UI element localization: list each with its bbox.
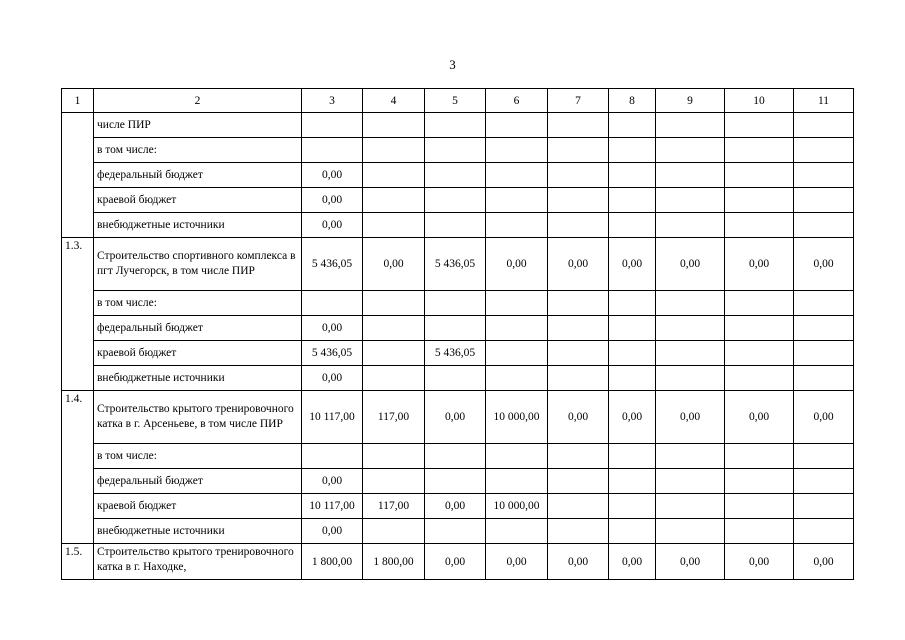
value-cell-col-8: 0,00 [609, 238, 656, 291]
table-row [62, 494, 854, 519]
value-cell-col-4 [363, 213, 425, 238]
value-cell-col-10 [725, 213, 794, 238]
value-cell-col-3: 0,00 [302, 163, 363, 188]
value-cell-col-6: 0,00 [486, 544, 548, 580]
row-name-cell: краевой бюджет [94, 494, 302, 519]
value-cell-col-9: 0,00 [656, 391, 725, 444]
value-cell-col-10 [725, 494, 794, 519]
row-name-cell: федеральный бюджет [94, 316, 302, 341]
column-header-10: 10 [725, 89, 794, 113]
value-cell-col-3: 0,00 [302, 316, 363, 341]
value-cell-col-4 [363, 291, 425, 316]
value-cell-col-4: 117,00 [363, 494, 425, 519]
value-cell-col-10 [725, 469, 794, 494]
value-cell-col-9: 0,00 [656, 238, 725, 291]
row-name-cell: краевой бюджет [94, 341, 302, 366]
value-cell-col-7: 0,00 [548, 391, 609, 444]
value-cell-col-3 [302, 138, 363, 163]
value-cell-col-7 [548, 469, 609, 494]
table-row [62, 391, 854, 444]
value-cell-col-3 [302, 444, 363, 469]
value-cell-col-7 [548, 291, 609, 316]
value-cell-col-6 [486, 519, 548, 544]
value-cell-col-6 [486, 291, 548, 316]
value-cell-col-7 [548, 519, 609, 544]
column-header-3: 3 [302, 89, 363, 113]
value-cell-col-6 [486, 113, 548, 138]
value-cell-col-7 [548, 163, 609, 188]
value-cell-col-4 [363, 444, 425, 469]
value-cell-col-4 [363, 113, 425, 138]
row-name-cell: внебюджетные источники [94, 519, 302, 544]
value-cell-col-8 [609, 113, 656, 138]
column-header-8: 8 [609, 89, 656, 113]
value-cell-col-9 [656, 188, 725, 213]
value-cell-col-5 [425, 469, 486, 494]
value-cell-col-7: 0,00 [548, 544, 609, 580]
value-cell-col-11: 0,00 [794, 544, 854, 580]
value-cell-col-9 [656, 291, 725, 316]
value-cell-col-7 [548, 316, 609, 341]
value-cell-col-11 [794, 113, 854, 138]
value-cell-col-8 [609, 213, 656, 238]
value-cell-col-6 [486, 469, 548, 494]
value-cell-col-9 [656, 341, 725, 366]
value-cell-col-11 [794, 341, 854, 366]
row-index-cell [62, 113, 94, 238]
value-cell-col-8 [609, 341, 656, 366]
value-cell-col-7 [548, 213, 609, 238]
value-cell-col-10: 0,00 [725, 238, 794, 291]
table-row [62, 316, 854, 341]
value-cell-col-4 [363, 316, 425, 341]
value-cell-col-8 [609, 519, 656, 544]
value-cell-col-10 [725, 519, 794, 544]
row-index-cell: 1.5. [62, 544, 94, 580]
value-cell-col-11 [794, 366, 854, 391]
value-cell-col-3: 0,00 [302, 519, 363, 544]
table-row [62, 519, 854, 544]
row-name-cell: внебюджетные источники [94, 213, 302, 238]
table-row [62, 188, 854, 213]
value-cell-col-8 [609, 494, 656, 519]
value-cell-col-5: 0,00 [425, 494, 486, 519]
value-cell-col-8: 0,00 [609, 391, 656, 444]
table-row [62, 469, 854, 494]
value-cell-col-6 [486, 316, 548, 341]
value-cell-col-7 [548, 188, 609, 213]
table-row [62, 291, 854, 316]
value-cell-col-8 [609, 291, 656, 316]
value-cell-col-6 [486, 188, 548, 213]
value-cell-col-8 [609, 138, 656, 163]
value-cell-col-5: 5 436,05 [425, 341, 486, 366]
row-name-cell: краевой бюджет [94, 188, 302, 213]
value-cell-col-4: 1 800,00 [363, 544, 425, 580]
value-cell-col-10: 0,00 [725, 391, 794, 444]
value-cell-col-4 [363, 341, 425, 366]
value-cell-col-5: 5 436,05 [425, 238, 486, 291]
table-row [62, 138, 854, 163]
column-header-4: 4 [363, 89, 425, 113]
row-name-cell: Строительство крытого тренировочного катка в г. Находке, [94, 544, 302, 580]
value-cell-col-9 [656, 316, 725, 341]
value-cell-col-6 [486, 366, 548, 391]
value-cell-col-11 [794, 494, 854, 519]
column-header-9: 9 [656, 89, 725, 113]
table-row [62, 366, 854, 391]
row-name-cell: внебюджетные источники [94, 366, 302, 391]
value-cell-col-3 [302, 113, 363, 138]
value-cell-col-7 [548, 494, 609, 519]
value-cell-col-8 [609, 366, 656, 391]
value-cell-col-8 [609, 469, 656, 494]
value-cell-col-5 [425, 291, 486, 316]
table-row [62, 544, 854, 580]
value-cell-col-9: 0,00 [656, 544, 725, 580]
value-cell-col-11 [794, 444, 854, 469]
value-cell-col-6 [486, 163, 548, 188]
table-row [62, 341, 854, 366]
value-cell-col-3: 5 436,05 [302, 238, 363, 291]
value-cell-col-4: 117,00 [363, 391, 425, 444]
value-cell-col-11 [794, 213, 854, 238]
table-header-row [62, 89, 854, 113]
value-cell-col-3: 0,00 [302, 366, 363, 391]
value-cell-col-5 [425, 188, 486, 213]
column-header-2: 2 [94, 89, 302, 113]
value-cell-col-6 [486, 213, 548, 238]
value-cell-col-9 [656, 519, 725, 544]
value-cell-col-5 [425, 444, 486, 469]
column-header-11: 11 [794, 89, 854, 113]
value-cell-col-5 [425, 519, 486, 544]
value-cell-col-3: 5 436,05 [302, 341, 363, 366]
value-cell-col-6: 10 000,00 [486, 391, 548, 444]
value-cell-col-5 [425, 213, 486, 238]
value-cell-col-5 [425, 138, 486, 163]
value-cell-col-5: 0,00 [425, 544, 486, 580]
value-cell-col-4 [363, 163, 425, 188]
row-name-cell: в том числе: [94, 444, 302, 469]
row-name-cell: федеральный бюджет [94, 469, 302, 494]
value-cell-col-9 [656, 469, 725, 494]
value-cell-col-11 [794, 316, 854, 341]
value-cell-col-9 [656, 213, 725, 238]
value-cell-col-3: 10 117,00 [302, 391, 363, 444]
row-name-cell: числе ПИР [94, 113, 302, 138]
value-cell-col-10 [725, 138, 794, 163]
value-cell-col-8 [609, 163, 656, 188]
value-cell-col-11 [794, 163, 854, 188]
row-name-cell: Строительство крытого тренировочного катка в г. Арсеньеве, в том числе ПИР [94, 391, 302, 444]
value-cell-col-11 [794, 469, 854, 494]
column-header-6: 6 [486, 89, 548, 113]
value-cell-col-7 [548, 341, 609, 366]
page-number: 3 [449, 57, 456, 72]
value-cell-col-8: 0,00 [609, 544, 656, 580]
value-cell-col-8 [609, 444, 656, 469]
value-cell-col-10 [725, 316, 794, 341]
value-cell-col-11: 0,00 [794, 391, 854, 444]
column-header-5: 5 [425, 89, 486, 113]
value-cell-col-6: 0,00 [486, 238, 548, 291]
value-cell-col-3: 0,00 [302, 188, 363, 213]
table-row [62, 213, 854, 238]
value-cell-col-11 [794, 138, 854, 163]
table-row [62, 113, 854, 138]
table-row [62, 238, 854, 291]
value-cell-col-7 [548, 113, 609, 138]
table-row [62, 444, 854, 469]
value-cell-col-11: 0,00 [794, 238, 854, 291]
value-cell-col-10 [725, 113, 794, 138]
value-cell-col-7 [548, 138, 609, 163]
value-cell-col-10 [725, 291, 794, 316]
value-cell-col-6 [486, 341, 548, 366]
value-cell-col-5 [425, 366, 486, 391]
row-index-cell: 1.4. [62, 391, 94, 544]
value-cell-col-5 [425, 316, 486, 341]
column-header-1: 1 [62, 89, 94, 113]
value-cell-col-11 [794, 519, 854, 544]
value-cell-col-10 [725, 163, 794, 188]
value-cell-col-9 [656, 113, 725, 138]
value-cell-col-9 [656, 163, 725, 188]
value-cell-col-5 [425, 163, 486, 188]
value-cell-col-8 [609, 188, 656, 213]
row-index-cell: 1.3. [62, 238, 94, 391]
value-cell-col-3: 1 800,00 [302, 544, 363, 580]
value-cell-col-11 [794, 291, 854, 316]
value-cell-col-11 [794, 188, 854, 213]
column-header-7: 7 [548, 89, 609, 113]
budget-table [61, 88, 854, 580]
value-cell-col-10 [725, 444, 794, 469]
value-cell-col-10: 0,00 [725, 544, 794, 580]
value-cell-col-6 [486, 138, 548, 163]
value-cell-col-10 [725, 341, 794, 366]
value-cell-col-5 [425, 113, 486, 138]
value-cell-col-3: 0,00 [302, 213, 363, 238]
value-cell-col-5: 0,00 [425, 391, 486, 444]
value-cell-col-4: 0,00 [363, 238, 425, 291]
value-cell-col-9 [656, 444, 725, 469]
value-cell-col-3: 0,00 [302, 469, 363, 494]
value-cell-col-9 [656, 138, 725, 163]
value-cell-col-8 [609, 316, 656, 341]
value-cell-col-4 [363, 469, 425, 494]
value-cell-col-7: 0,00 [548, 238, 609, 291]
value-cell-col-10 [725, 188, 794, 213]
value-cell-col-7 [548, 444, 609, 469]
value-cell-col-10 [725, 366, 794, 391]
row-name-cell: федеральный бюджет [94, 163, 302, 188]
value-cell-col-4 [363, 138, 425, 163]
value-cell-col-9 [656, 494, 725, 519]
value-cell-col-3 [302, 291, 363, 316]
value-cell-col-6: 10 000,00 [486, 494, 548, 519]
row-name-cell: Строительство спортивного комплекса в пгт Лучегорск, в том числе ПИР [94, 238, 302, 291]
table-row [62, 163, 854, 188]
value-cell-col-4 [363, 188, 425, 213]
value-cell-col-9 [656, 366, 725, 391]
value-cell-col-3: 10 117,00 [302, 494, 363, 519]
value-cell-col-7 [548, 366, 609, 391]
row-name-cell: в том числе: [94, 291, 302, 316]
value-cell-col-6 [486, 444, 548, 469]
value-cell-col-4 [363, 519, 425, 544]
value-cell-col-4 [363, 366, 425, 391]
row-name-cell: в том числе: [94, 138, 302, 163]
